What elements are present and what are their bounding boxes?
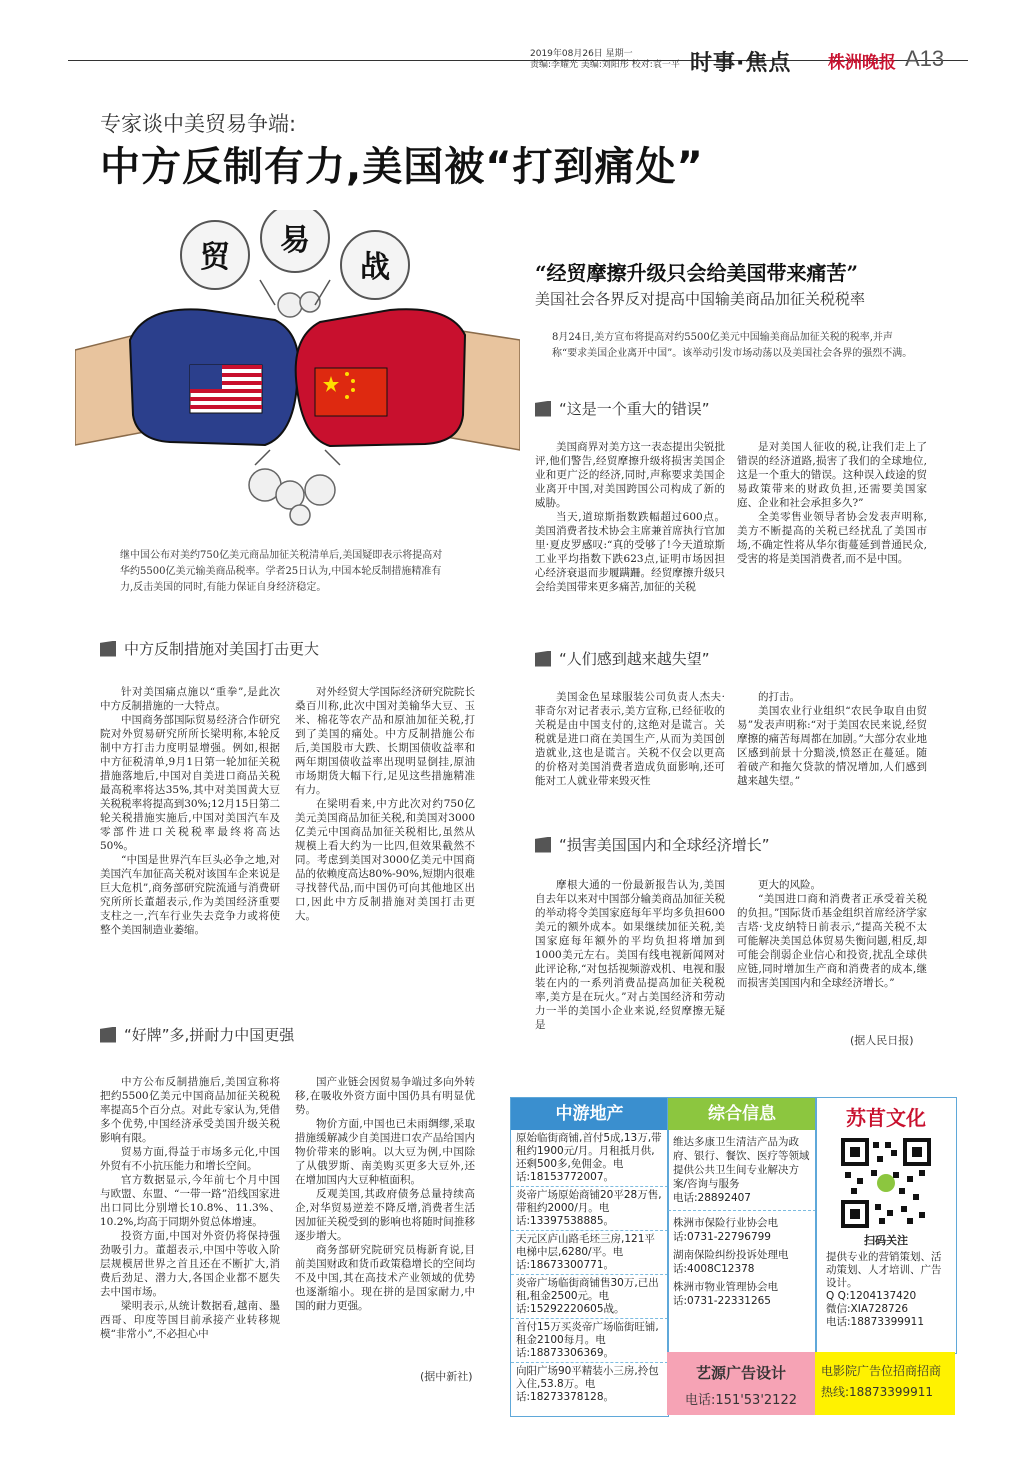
section-heading [535, 648, 710, 669]
masthead-date: 2019年08月26日 星期一 [530, 49, 633, 59]
section-marker-icon [535, 401, 551, 417]
paragraph: 贸易方面,得益于市场多元化,中国外贸有不小抗压能力和增长空间。 [100, 1146, 280, 1172]
blue-glove-icon [130, 309, 299, 445]
section-name: 时事·焦点 [690, 51, 792, 76]
right-article-subtitle: 美国社会各界反对提高中国输美商品加征关税税率 [535, 290, 866, 308]
ad-info-desc: 维达多康卫生清洁产品为政府、银行、餐饮、医疗等领域提供公共卫生间专业解决方案/咨询与服务 [673, 1136, 810, 1190]
section-heading-text: “好牌”多,拼耐力中国更强 [124, 1026, 295, 1044]
paragraph: 投资方面,中国对外资仍将保持强劲吸引力。董超表示,中国中等收入阶层规模居世界之首且还在不断扩大,消费后劲足、潜力大,各国企业都不愿失去中国市场。 [100, 1230, 280, 1298]
article-column [737, 440, 927, 566]
listing-item: 天元区庐山路毛坯三房,121平电梯中层,6280/平。电话:18673300771。 [511, 1231, 668, 1275]
section-heading [100, 638, 319, 659]
ad-info [667, 1097, 817, 1354]
ad-culture-info [816, 1248, 956, 1332]
paragraph: 美国农业行业组织“农民争取自由贸易”发表声明称:“对于美国农民来说,经贸摩擦的痛苦每周都在加剧。”大部分农业地区感到前景十分黯淡,愤怒正在蔓延。随着破产和拖欠贷款的情况增加,人们感到越来越失望。” [737, 705, 927, 787]
section-heading [535, 834, 770, 855]
right-article-lead: 8月24日,美方宣布将提高对约5500亿美元中国输美商品加征关税的税率,并声称“要求美国企业离开中国”。该举动引发市场动荡以及美国社会各界的强烈不满。 [552, 332, 913, 359]
ad-info-block2 [668, 1210, 816, 1313]
article-column [737, 878, 927, 990]
paper-logo: 株洲晚报 [828, 53, 896, 73]
article-column [295, 685, 475, 923]
paragraph: 中方公布反制措施后,美国宣称将把约5500亿美元中国商品加征关税税率提高5个百分点。对此专家认为,凭借多个优势,中国经济承受美国升级关税影响有限。 [100, 1076, 280, 1144]
ad-realestate [510, 1097, 669, 1417]
section-marker-icon [100, 1027, 116, 1043]
bubble-char: 战 [360, 250, 390, 285]
qr-code-icon [841, 1138, 931, 1228]
ad-culture-phone: 电话:18873399911 [826, 1316, 925, 1328]
paragraph: 美国金色星球服装公司负责人杰夫·菲奇尔对记者表示,美方宣称,已经征收的关税是由中国支付的,这绝对是谎言。关税就是进口商在美国生产,从而为美国创造就业,这也是谎言。关税不仅会以更高的价格对美国消费者造成负面影响,还可能对工人就业带来毁灭性 [535, 691, 725, 787]
paragraph: 美国商界对美方这一表态提出尖锐批评,他们警告,经贸摩擦升级将损害美国企业和更广泛的经济,同时,声称要求美国企业离开中国,对美国跨国公司构成了新的威胁。 [535, 441, 725, 509]
ad-culture-wechat: 微信:XIA728726 [826, 1303, 909, 1315]
headline-title: 中方反制有力,美国被“打到痛处” [100, 144, 704, 190]
article-column [100, 685, 280, 937]
article-source: (据中新社) [420, 1370, 473, 1383]
section-heading-text: 中方反制措施对美国打击更大 [124, 640, 320, 658]
masthead-editors: 责编:李耀光 美编:刘阳彤 校对:袁一平 [530, 60, 680, 70]
headline-kicker: 专家谈中美贸易争端: [100, 112, 297, 136]
article-column [535, 878, 725, 1032]
paragraph: 是对美国人征收的税,让我们走上了错误的经济道路,损害了我们的全球地位,这是一个重大的错误。这种误入歧途的贸易政策带来的财政负担,还需要美国家庭、企业和社会承担多久?” [737, 441, 927, 509]
ad-cinema [815, 1352, 955, 1415]
listing-item: 炎帝广场临街商铺售30万,已出租,租金2500元。电话:15292220605战。 [511, 1275, 668, 1319]
paragraph: “中国是世界汽车巨头必争之地,对美国汽车加征高关税对该国车企来说是巨大危机”,商务部研究院流通与消费研究所所长董超表示,作为美国经济重要支柱之一,汽车行业失去竞争力或将使整个美国制造业萎缩。 [100, 854, 280, 936]
paragraph: 更大的风险。 [758, 879, 821, 891]
ad-info-phone: 电话:28892407 [673, 1192, 751, 1204]
paragraph: 国产业链会因贸易争端过多向外转移,在吸收外资方面中国仍具有明显优势。 [295, 1076, 475, 1116]
ad-culture-qq: Q Q:1204137420 [826, 1290, 917, 1302]
bubble-mao [181, 221, 249, 289]
section-heading-text: “这是一个重大的错误” [559, 400, 710, 418]
article-source: (据人民日报) [850, 1034, 914, 1047]
ad-culture-header: 苏苜文化 [846, 1106, 926, 1130]
section-heading-text: “人们感到越来越失望” [559, 650, 710, 668]
ad-design-name: 艺源广告设计 [695, 1364, 786, 1382]
paragraph: 针对美国痛点施以“重拳”,是此次中方反制措施的一大特点。 [100, 686, 280, 712]
article-column [535, 440, 725, 594]
listing-item: 首付15万买炎帝广场临街旺铺,租金2100每月。电话:18873306369。 [511, 1319, 668, 1363]
listing-item: 向阳广场90平精装小三房,拎包入住,53.8万。电话:18273378128。 [516, 1365, 659, 1403]
section-marker-icon [535, 837, 551, 853]
paragraph: 官方数据显示,今年前七个月中国与欧盟、东盟、“一带一路”沿线国家进出口同比分别增长10.8%、11.3%、10.2%,均高于同期外贸总体增速。 [100, 1174, 280, 1228]
ad-cinema-title: 电影院广告位招商招商 [821, 1364, 942, 1378]
article-column [737, 690, 927, 788]
paragraph: 中国商务部国际贸易经济合作研究院对外贸易研究所所长梁明称,本轮反制中方打击力度明显增强。例如,根据中方征税清单,9月1日第一轮加征关税措施落地后,中国对自美进口商品关税最高税率将达35%,其中对美国黄大豆关税税率将提高到30%;12月15日第二轮关税措施实施后,中国对美国汽车及零部件进口关税税率最终将高达50%。 [100, 714, 280, 852]
paragraph: 当天,道琼斯指数跌幅超过600点。美国消费者技术协会主席兼首席执行官加里·夏皮罗感叹:“真的受够了!今天道琼斯工业平均指数下跌623点,证明市场因担心经济衰退而步履蹒跚。经贸摩擦升级只会给美国带来更多痛苦,加征的关税 [535, 511, 725, 593]
article-column [100, 1075, 280, 1341]
paragraph: 全美零售业领导者协会发表声明称,美方不断提高的关税已经扰乱了美国市场,不确定性将从华尔街蔓延到普通民众,受害的将是美国消费者,而不是中国。 [737, 511, 927, 565]
page-number: A13 [905, 46, 945, 71]
ad-info-line: 株洲市保险行业协会电话:0731-22796799 [673, 1217, 778, 1243]
ad-info-line: 湖南保险纠纷投诉处理电话:4008C12378 [673, 1249, 789, 1275]
ad-design [667, 1352, 815, 1415]
section-heading-text: “损害美国国内和全球经济增长” [559, 836, 770, 854]
listing-item: 炎帝广场原始商铺20平28万售,带租约2000/月。电话:13397538885。 [511, 1187, 668, 1231]
section-heading [535, 398, 710, 419]
illustration-caption: 继中国公布对美约750亿美元商品加征关税清单后,美国疑即表示将提高对华约5500亿美元输美商品税率。学者25日认为,中国本轮反制措施精准有力,反击美国的同时,有能力保证自身经济稳定。 [120, 550, 443, 593]
section-marker-icon [535, 651, 551, 667]
bubble-yi [261, 210, 329, 272]
paragraph: 对外经贸大学国际经济研究院院长桑百川称,此次中国对美输华大豆、玉米、棉花等农产品和原油加征关税,打到了美国的痛处。中方反制措施公布后,美国股市大跌、长期国债收益率和两年期国债收益率出现明显倒挂,原油市场期货大幅下行,足见这些措施精准有力。 [295, 686, 475, 796]
ad-culture-desc: 提供专业的营销策划、活动策划、人才培训、广告设计。 [826, 1251, 942, 1289]
listing-item: 原始临街商铺,首付5成,13万,带租约1900元/月。月租抵月供,还剩500多,免佣金。电话:18153772007。 [511, 1130, 668, 1187]
red-glove-icon [296, 309, 465, 446]
ad-design-phone: 电话:151'53'2122 [685, 1393, 797, 1408]
paragraph: 反观美国,其政府债务总量持续高企,对华贸易逆差不降反增,消费者生活因加征关税受到的影响也将随时间推移逐步增大。 [295, 1188, 475, 1242]
bubble-char: 贸 [200, 240, 230, 275]
paragraph: “美国进口商和消费者正承受着关税的负担。”国际货币基金组织首席经济学家吉塔·戈皮纳特日前表示,“提高关税不太可能解决美国总体贸易失衡问题,相反,却可能会削弱企业信心和投资,扰乱全球供应链,同时增加生产商和消费者的成本,继而损害美国国内和全球经济增长。” [737, 893, 927, 989]
masthead-date-block [530, 49, 680, 71]
ad-culture-scan: 扫码关注 [864, 1234, 908, 1247]
section-heading [100, 1024, 294, 1045]
ad-realestate-header: 中游地产 [511, 1098, 668, 1130]
article-column [535, 690, 725, 788]
bubble-zhan [341, 231, 409, 299]
paragraph: 摩根大通的一份最新报告认为,美国自去年以来对中国部分输美商品加征关税的举动将令美国家庭每年平均多负担600美元的额外成本。如果继续加征关税,美国家庭每年额外的平均负担将增加到1000美元左右。美国有线电视新闻网对此评论称,“对包括视频游戏机、电视和服装在内的一系列消费品提高加征关税税率,美方是在玩火。”对占美国经济和劳动力一半的美国小企业来说,经贸摩擦无疑是 [535, 879, 725, 1031]
paragraph: 商务部研究院研究员梅新育说,目前美国财政和货币政策稳增长的空间均不及中国,其在高技术产业领域的优势也逐渐缩小。现在拼的是国家耐力,中国的耐力更强。 [295, 1244, 475, 1312]
ad-culture [815, 1097, 957, 1354]
trade-war-illustration [75, 210, 520, 535]
bubble-char: 易 [280, 223, 310, 258]
right-article-title: “经贸摩擦升级只会给美国带来痛苦” [535, 261, 859, 285]
paragraph: 的打击。 [758, 691, 800, 703]
article-column [295, 1075, 475, 1313]
ad-info-header: 综合信息 [668, 1098, 816, 1130]
ad-info-line: 株洲市物业管理协会电话:0731-22331265 [673, 1281, 778, 1307]
ad-cinema-hotline: 热线:18873399911 [821, 1385, 934, 1399]
paragraph: 物价方面,中国也已未雨绸缪,采取措施缓解减少自美国进口农产品给国内物价带来的影响。以大豆为例,中国除了从俄罗斯、南美购买更多大豆外,还在增加国内大豆种植面积。 [295, 1118, 475, 1186]
section-marker-icon [100, 641, 116, 657]
paragraph: 梁明表示,从统计数据看,越南、墨西哥、印度等国目前承接产业转移规模“非常小”,不必担心中 [100, 1300, 280, 1340]
paragraph: 在梁明看来,中方此次对约750亿美元美国商品加征关税,和美国对3000亿美元中国商品加征关税相比,虽然从规模上看大约为一比四,但效果截然不同。考虑到美国对3000亿美元中国商品的依赖度高达80%-90%,短期内很难寻找替代品,而中国仍可向其他地区出口,因此中方反制措施对美国打击更大。 [295, 798, 475, 922]
ad-info-block1 [668, 1130, 816, 1210]
